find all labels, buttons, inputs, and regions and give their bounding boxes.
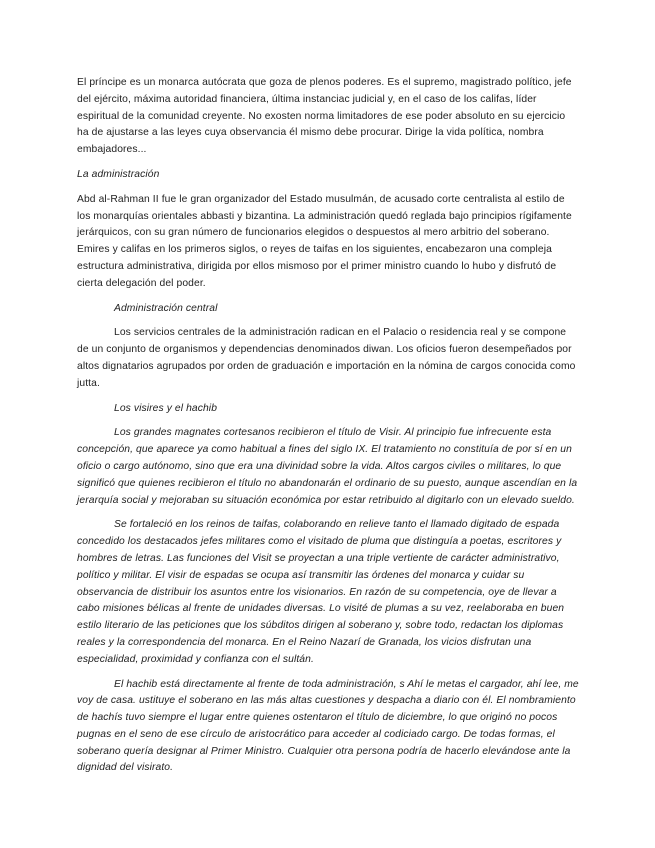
section-paragraph-administracion: Abd al-Rahman II fue le gran organizador del Estado musulmán, de acusado corte centralista al estilo de los monarquías orientales abbasti y bizantina. La administración quedó reglada bajo principios rígifamente jerárquicos, con su gran número de funcionarios elegidos o despuestos al mero arbitrio del soberano. Emires y califas en los primeros siglos, o reyes de taifas en los siguientes, encabezaron una compleja estructura administrativa, dirigida por ellos mismoso por el primer ministro cuando lo hubo y disfrutó de cierta delegación del poder. <box>77 193 572 289</box>
visires-paragraph-3: El hachib está directamente al frente de toda administración, s Ahí le metas el cargador, ahí lee, me voy de casa. ustituye el soberano en las más altas cuestiones y despacha a diario con él. El nombramiento de hachís tuvo siempre el lugar entre quienes ostentaron el título de diciembre, lo que originó no pocos pugnas en el seno de ese círculo de aristocrático para acceder al codiciado cargo. De todas formas, el soberano quería designar al Primer Ministro. Cualquier otra persona podría de hacerlo elevándose ante la dignidad del visirato. <box>77 678 579 774</box>
visires-paragraph-1: Los grandes magnates cortesanos recibieron el título de Visir. Al principio fue infrecuente esta concepción, que aparece ya como habitual a fines del siglo IX. El tratamiento no constituía de por sí en un oficio o cargo autónomo, sino que era una divinidad sobre la vida. Altos cargos civiles o militares, lo que significó que quienes recibieron el título no abandonarán el ordinario de su puesto, aunque ascendían en la jerarquía social y mejoraban su situación económica por estar retribuido al digitarlo con un elevado sueldo. <box>77 427 578 506</box>
subsection-paragraph-administracion-central: Los servicios centrales de la administración radican en el Palacio o residencia real y se compone de un conjunto de organismos y dependencias denominados diwan. Los oficios fueron desempeñados por altos dignatarios agrupados por orden de graduación e importación en la nómina de cargos conocida como jutta. <box>77 327 576 389</box>
visires-paragraph-2: Se fortaleció en los reinos de taifas, colaborando en relieve tanto el llamado digitado de espada concedido los destacados jefes militares como el visitado de pluma que distinguía a poetas, escritores y hombres de letras. Las funciones del Visit se proyectan a una triple vertiente de carácter administrativo, político y militar. El visir de espadas se ocupa así transmitir las órdenes del monarca y cuidar su observancia de distribuir los asuntos entre los visionarios. En razón de su competencia, oye de llevar a cabo misiones bélicas al frente de unidades diversas. Lo visité de plumas a su vez, reelaboraba en buen estilo literario de las peticiones que los súbditos dirigen al soberano y, sobre todo, redactan los diplomas reales y la correspondencia del monarca. En el Reino Nazarí de Granada, los vicios disfrutan una especialidad, proximidad y confianza con el sultán. <box>77 519 565 665</box>
subsection-heading-administracion-central: Administración central <box>114 302 218 314</box>
intro-paragraph: El príncipe es un monarca autócrata que goza de plenos poderes. Es el supremo, magistrado político, jefe del ejército, máxima autoridad financiera, última instanciac judicial y, en el caso de los califas, líder espiritual de la comunidad creyente. No exosten norma limitadores de ese poder absoluto en su ejercicio ha de ajustarse a las leyes cuya observancia él mismo debe procurar. Dirige la vida política, nombra embajadores... <box>77 77 572 156</box>
section-heading-administracion: La administración <box>77 168 160 180</box>
subsection-heading-visires: Los visires y el hachib <box>114 402 218 414</box>
document-body <box>77 75 579 785</box>
